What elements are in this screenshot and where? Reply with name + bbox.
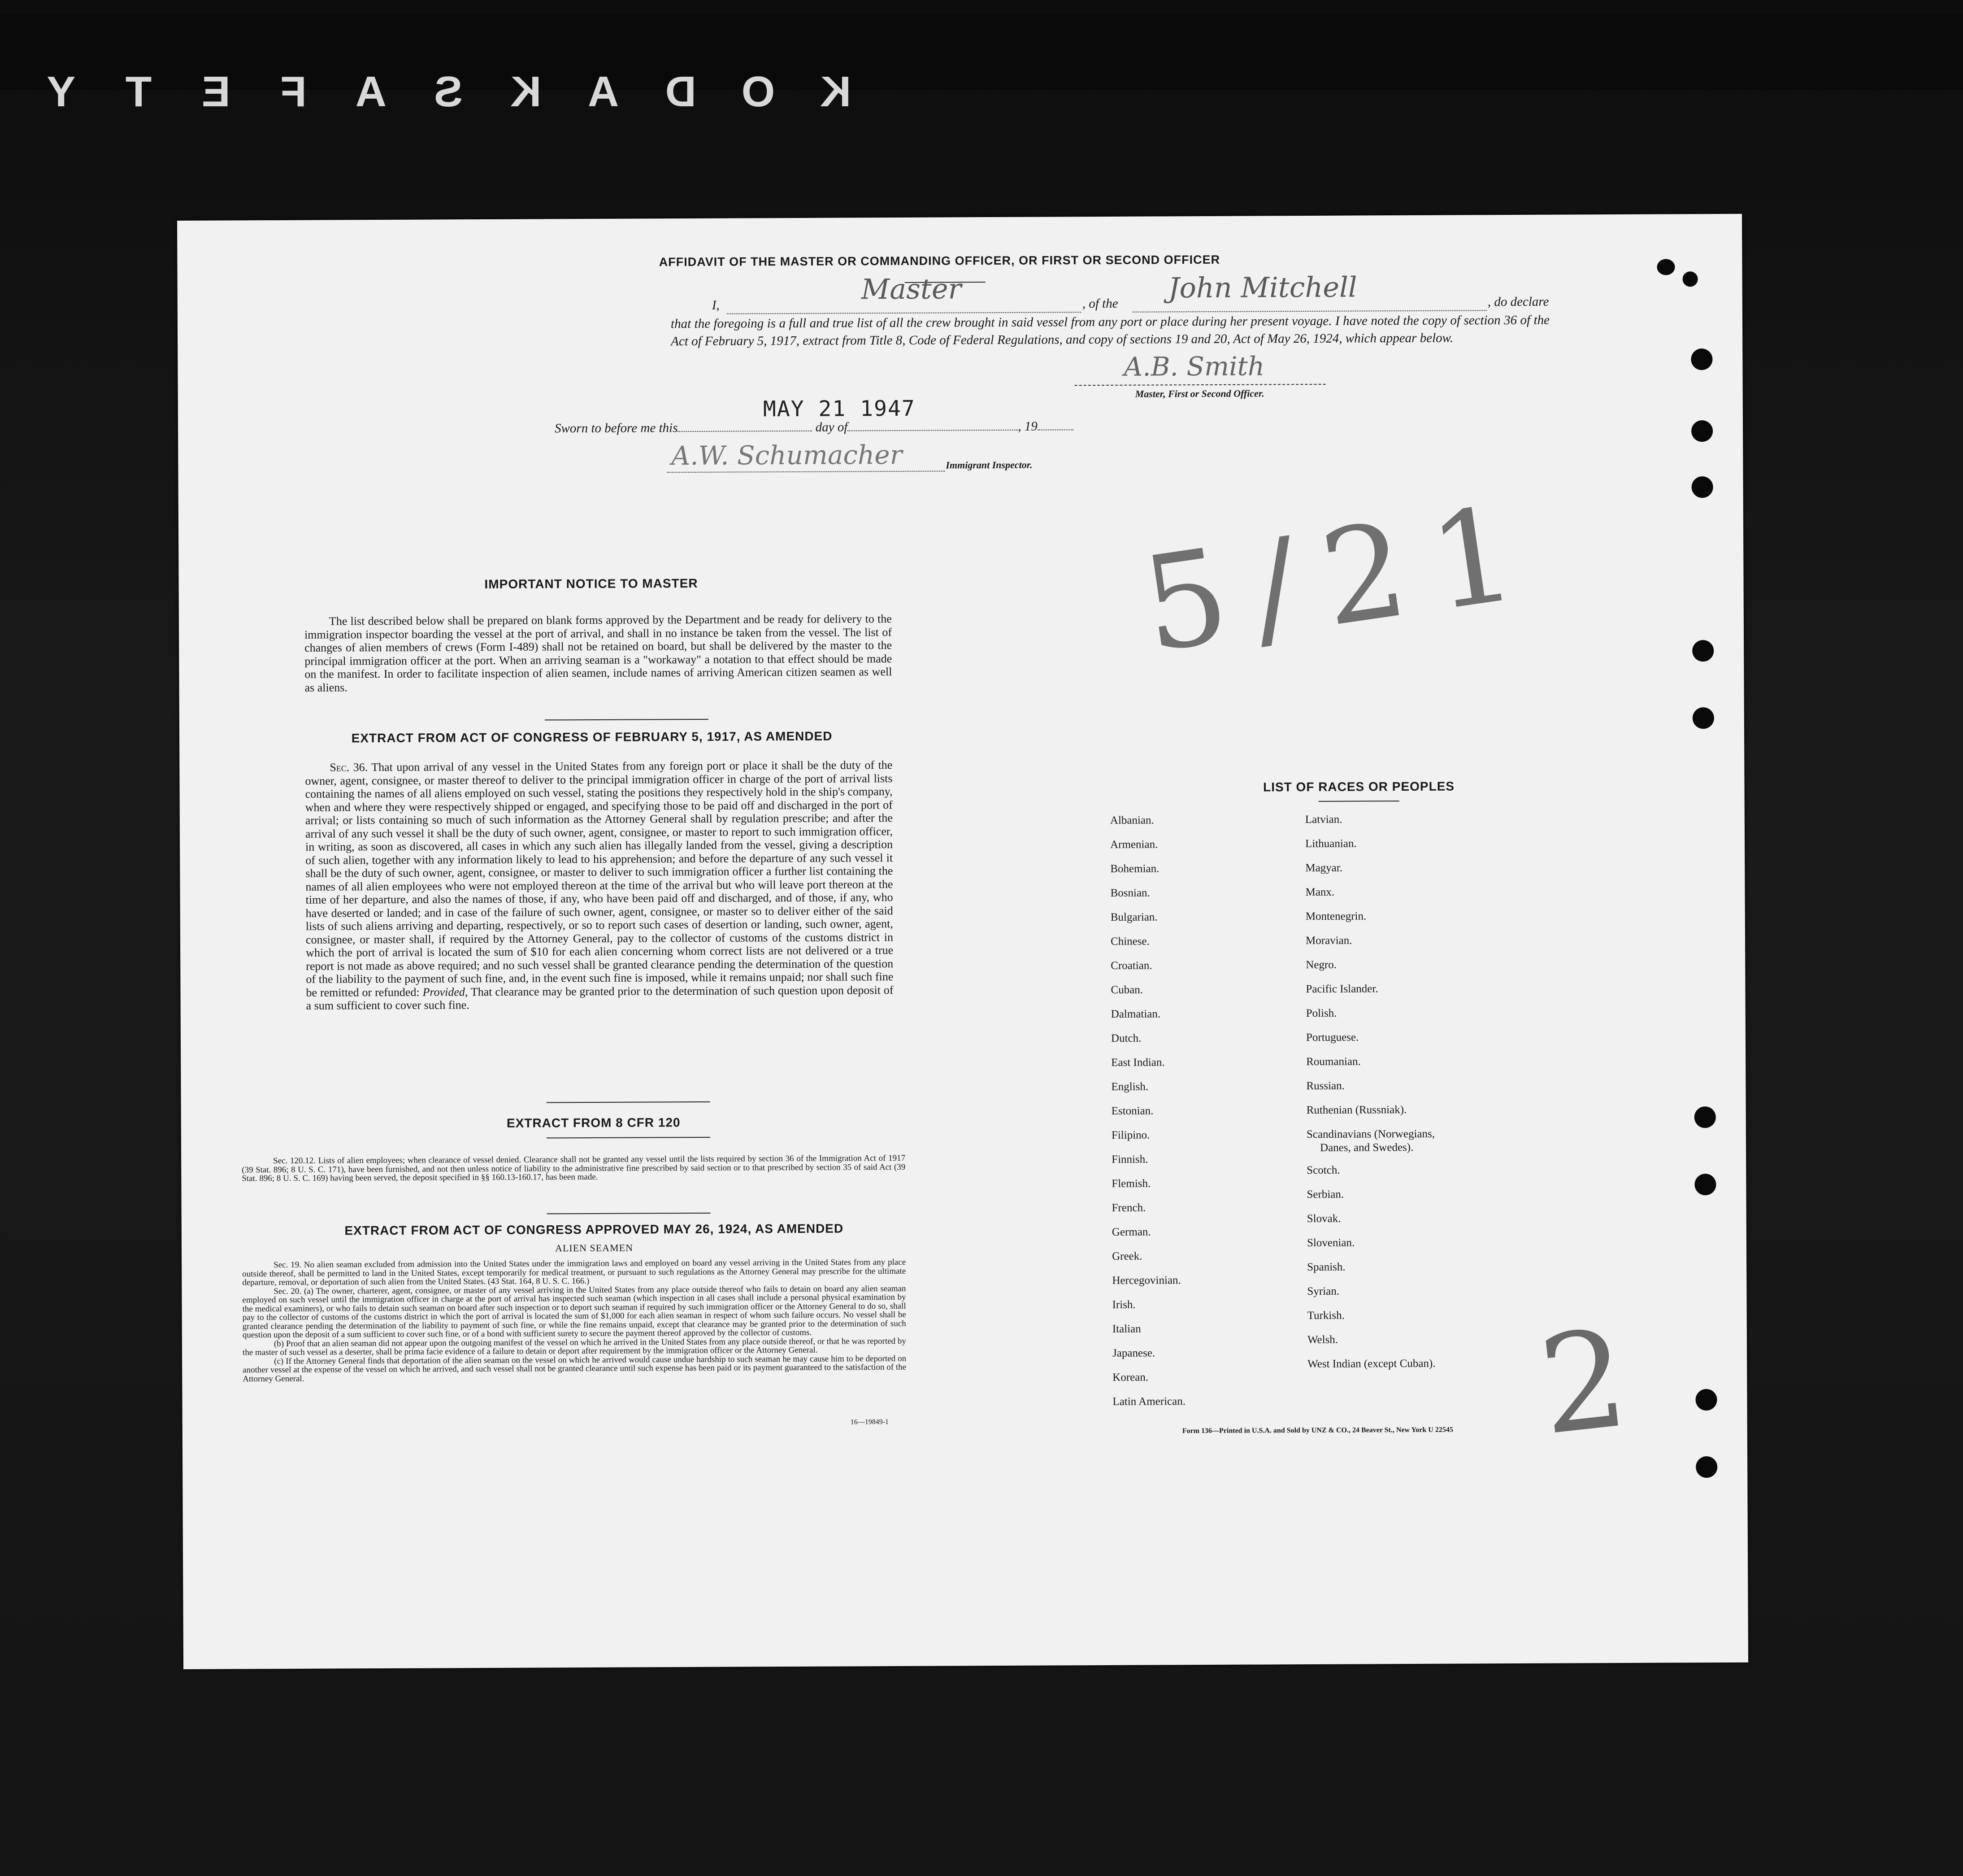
punch-hole xyxy=(1692,476,1713,498)
extract-1924-text xyxy=(242,1258,906,1383)
notice-title: IMPORTANT NOTICE TO MASTER xyxy=(484,576,698,592)
races-left-column xyxy=(1110,808,1186,1414)
sworn-label: Sworn to before me this xyxy=(554,421,678,436)
sec-36-body: That upon arrival of any vessel in the United States from any foreign port or place it shall be the duty of the owner, agent, consignee, or master thereof to deliver to the principal immigration officer in charge of the port of arrival lists containing the names of all aliens employed on such vessel, stating the positions they respectively hold in the ship's company, when and where they were respectively shipped or engaged, and specifying those to be paid off and discharged in the port of arrival; or lists containing so much of such information as the Attorney General shall by regulation prescribe; and after the arrival of any such vessel it shall be the duty of such owner, agent, consignee, or master to report to such immigration officer, in writing, as soon as discovered, all cases in which any such alien has illegally landed from the vessel, giving a description of such alien, together with any information likely to lead to his apprehension; and before the departure of any such vessel it shall be the duty of such owner, agent, consignee, or master to deliver to such immigration officer a further list containing the names of all alien employees who were not employed thereon at the time of the arrival but who will leave port thereon at the time of her departure, and also the names of those, if any, who have been paid off and discharged, and of those, if any, who have deserted or landed; and in case of the failure of such owner, agent, consignee, or master so to deliver either of the said lists of such aliens arriving and departing, respectively, or so to report such cases of desertion or landing, such owner, agent, consignee, or master shall, if required by the Attorney General, pay to the collector of customs of the customs district in which the port of arrival is located the sum of $10 for each alien concerning whom correct lists are not delivered or a true report is not made as above required; and no such vessel shall be granted clearance pending the determination of the question of the liability to the payment of such fine, and, in the event such fine is imposed, while it remains unpaid; nor shall such fine be remitted or refunded: xyxy=(305,758,894,999)
race-item: Scotch. xyxy=(1307,1164,1340,1177)
of-the-label: , of the xyxy=(1082,296,1118,311)
race-item: Finnish. xyxy=(1112,1153,1148,1166)
punch-hole xyxy=(1691,420,1713,442)
punch-hole xyxy=(1696,1456,1717,1478)
month-field xyxy=(847,419,1018,431)
vessel-field xyxy=(1133,270,1487,312)
i-label: I, xyxy=(712,298,720,313)
form-footer: Form 136—Printed in U.S.A. and Sold by UNZ & CO., 24 Beaver St., New York U 22545 xyxy=(1182,1426,1453,1435)
film-letter: O xyxy=(732,68,775,116)
race-item: Hercegovinian. xyxy=(1112,1274,1181,1287)
handwritten-number-note: 2 xyxy=(1532,1300,1635,1465)
master-signature: A.B. Smith xyxy=(1124,351,1265,382)
divider xyxy=(547,1101,710,1103)
race-item: Montenegrin. xyxy=(1305,910,1367,923)
affidavit-declaration xyxy=(670,270,1550,351)
master-signature-field xyxy=(1074,353,1325,386)
race-item: Dalmatian. xyxy=(1111,1008,1161,1020)
film-letter: D xyxy=(656,68,696,116)
extract-cfr-text: Sec. 120.12. Lists of alien employees; when clearance of vessel denied. Clearance shall not be granted any vessel until the lists required by section 36 of the Immigration Act of 1917 (39 Stat. 896; 8 U. S. C. 171), have been furnished, and not then unless notice of liability to the administrative fine prescribed by said section or to that prescribed by section 35 of said Act (39 Stat. 896; 8 U. S. C. 169) having been served, the deposit specified in §§ 160.13-160.17, has been made. xyxy=(242,1153,906,1184)
divider xyxy=(1319,801,1399,802)
declaration-line xyxy=(671,270,1550,316)
race-item: Latvian. xyxy=(1305,813,1342,826)
film-letter: K xyxy=(501,68,542,116)
master-handwriting: Master xyxy=(861,272,962,306)
sec-20a-text: Sec. 20. (a) The owner, charterer, agent, consignee, or master of any vessel arriving in the United States from any place outside thereof who fails to detain on board any alien seaman employed on such vessel until the immigration officer in charge at the port of arrival has inspected such seaman (which inspection in all cases shall include a personal physical examination by the medical examiners), or who fails to detain such seaman on board after such inspection or to deport such seaman if required by such immigration officer or the Attorney General to do so, shall pay to the collector of customs of the customs district in which the port of arrival is located the sum of $1,000 for each alien seaman in respect of whom such failure occurs. No vessel shall be granted clearance pending the determination of the liability to payment of such fine, or while the fine remains unpaid, except that clearance may be granted prior to the determination of such question upon the deposit of a sum sufficient to cover such fine, or of a bond with sufficient surety to secure the payment thereof approved by the collector of customs. xyxy=(242,1284,906,1340)
race-item: French. xyxy=(1112,1201,1146,1214)
punch-hole xyxy=(1695,1389,1717,1410)
race-item: Ruthenian (Russniak). xyxy=(1306,1104,1407,1117)
year-prefix: , 19 xyxy=(1018,419,1038,434)
races-right-column xyxy=(1305,807,1436,1376)
film-letter: A xyxy=(346,68,387,116)
race-item: Dutch. xyxy=(1111,1032,1142,1045)
race-item: East Indian. xyxy=(1111,1056,1165,1069)
day-of-label: day of xyxy=(815,420,848,435)
punch-hole xyxy=(1692,640,1714,662)
signature-caption: Master, First or Second Officer. xyxy=(1135,387,1264,400)
extract-1917-title: EXTRACT FROM ACT OF CONGRESS OF FEBRUARY 5, 1917, AS AMENDED xyxy=(351,729,833,745)
race-item: Chinese. xyxy=(1110,935,1150,948)
film-letter: A xyxy=(578,68,619,116)
race-item: West Indian (except Cuban). xyxy=(1307,1357,1436,1371)
race-item: Russian. xyxy=(1306,1079,1345,1093)
race-item: Irish. xyxy=(1112,1298,1136,1311)
film-edge-strip xyxy=(0,13,1963,116)
film-letter: K xyxy=(811,68,851,116)
race-item: Greek. xyxy=(1112,1250,1142,1262)
inspector-signature-field xyxy=(667,439,945,473)
notice-text: The list described below shall be prepared on blank forms approved by the Department and be ready for delivery to the immigration inspector boarding the vessel at the port of arrival, and shall in no instance be taken from the vessel. The list of changes of alien members of crews (Form I-489) shall not be retained on board, but shall be delivered by the master to the principal immigration officer at the port. When an arriving seaman is a "workaway" a notation to that effect should be made on the manifest. In order to facilitate inspection of alien seamen, include names of arriving American citizen seamen as well as aliens. xyxy=(304,612,892,694)
punch-hole xyxy=(1694,1106,1716,1128)
handwritten-date-note: 5/21 xyxy=(1134,474,1551,682)
race-item: English. xyxy=(1111,1080,1149,1093)
race-item: Japanese. xyxy=(1112,1347,1155,1359)
race-item: Bulgarian. xyxy=(1110,911,1158,923)
race-item: Moravian. xyxy=(1305,934,1352,947)
race-item: Lithuanian. xyxy=(1305,837,1357,850)
film-letter: E xyxy=(192,68,230,116)
race-item: Pacific Islander. xyxy=(1306,983,1378,996)
film-edge-text xyxy=(18,67,870,117)
film-letter: F xyxy=(271,68,307,116)
sec-20b-text: (b) Proof that an alien seaman did not appear upon the outgoing manifest of the vessel on which he arrived in the United States from any place outside thereof, or that he was reported by the master of such vessel as a deserter, shall be prima facie evidence of a failure to detain or deport after requirement by the immigration officer or the Attorney General. xyxy=(242,1336,906,1358)
race-item: Slovak. xyxy=(1307,1212,1341,1225)
inspector-signature: A.W. Schumacher xyxy=(671,439,903,471)
race-item: Croatian. xyxy=(1111,959,1152,972)
race-item: Cuban. xyxy=(1111,984,1143,996)
do-declare-label: , do declare xyxy=(1487,294,1549,309)
sec-20c-text: (c) If the Attorney General finds that deportation of the alien seaman on the vessel on which he arrived would cause undue hardship to such seaman he may cause him to be deported on another vessel at the expense of the vessel on which he arrived, and such vessel shall not be granted clearance until such expense has been paid or its payment guaranteed to the satisfaction of the Attorney General. xyxy=(243,1354,907,1384)
master-field xyxy=(727,272,1081,314)
document-page xyxy=(177,214,1748,1669)
inspector-caption: Immigrant Inspector. xyxy=(946,459,1033,471)
day-field xyxy=(677,420,812,432)
punch-hole xyxy=(1693,707,1714,729)
date-stamp: MAY 21 1947 xyxy=(763,396,916,422)
film-letter: S xyxy=(425,68,463,116)
declaration-text: that the foregoing is a full and true list of all the crew brought in said vessel from any port or place during her present voyage. I have noted the copy of section 36 of the Act of February 5, 1917, extract from Title 8, Code of Federal Regulations, and copy of sections 19 and 20, Act of May 26, 1924, which appear below. xyxy=(670,313,1550,349)
race-item: Manx. xyxy=(1305,886,1335,899)
race-item: Albanian. xyxy=(1110,814,1154,827)
divider xyxy=(545,719,708,721)
race-item: Portuguese. xyxy=(1306,1031,1359,1044)
divider xyxy=(547,1137,710,1139)
sworn-line xyxy=(555,418,1120,436)
extract-cfr-title: EXTRACT FROM 8 CFR 120 xyxy=(506,1115,681,1130)
race-item: Italian xyxy=(1112,1323,1141,1335)
proviso-label: Provided, xyxy=(422,985,468,999)
vessel-handwriting: John Mitchell xyxy=(1168,270,1357,305)
race-item: Slovenian. xyxy=(1307,1236,1355,1249)
punch-hole xyxy=(1657,259,1675,275)
punch-hole xyxy=(1694,1174,1716,1195)
race-item: Syrian. xyxy=(1307,1285,1340,1298)
race-item-continued: Danes, and Swedes). xyxy=(1320,1141,1414,1154)
race-item: Serbian. xyxy=(1307,1188,1344,1201)
race-item: Polish. xyxy=(1306,1007,1337,1020)
year-field xyxy=(1038,418,1073,430)
proviso-text: That clearance may be granted prior to the determination of such question upon deposit of a sum sufficient to cover such fine. xyxy=(306,983,894,1012)
race-item: Negro. xyxy=(1306,958,1337,971)
extract-1917-text xyxy=(305,758,893,1012)
divider xyxy=(547,1213,711,1214)
race-item: Latin American. xyxy=(1112,1395,1186,1408)
race-item: Roumanian. xyxy=(1306,1055,1361,1068)
race-item: Turkish. xyxy=(1307,1309,1345,1322)
race-item: Armenian. xyxy=(1110,838,1158,851)
race-item: Spanish. xyxy=(1307,1261,1346,1274)
race-item: Flemish. xyxy=(1112,1177,1151,1190)
extract-1924-title: EXTRACT FROM ACT OF CONGRESS APPROVED MAY 26, 1924, AS AMENDED xyxy=(344,1221,844,1238)
print-code: 16—19849-1 xyxy=(850,1418,889,1426)
race-item: Filipino. xyxy=(1111,1129,1150,1141)
race-item: Estonian. xyxy=(1111,1105,1154,1117)
punch-hole xyxy=(1691,348,1712,370)
race-item: Welsh. xyxy=(1307,1333,1338,1346)
sec-19-text: Sec. 19. No alien seaman excluded from admission into the United States under the immigration laws and employed on board any vessel arriving in the United States from any place outside thereof, shall be permitted to land in the United States, except temporarily for medical treatment, or pursuant to such regulations as the Attorney General may prescribe for the ultimate departure, removal, or deportation of such alien from the United States. (43 Stat. 164, 8 U. S. C. 166.) xyxy=(242,1257,906,1288)
race-item: German. xyxy=(1112,1226,1151,1238)
affidavit-title: AFFIDAVIT OF THE MASTER OR COMMANDING OFFICER, OR FIRST OR SECOND OFFICER xyxy=(659,252,1220,269)
film-letter: Y xyxy=(38,68,76,116)
sec-36-label: Sec. 36. xyxy=(330,761,368,774)
race-item: Scandinavians (Norwegians, xyxy=(1306,1127,1435,1141)
race-item: Magyar. xyxy=(1305,862,1343,875)
race-item: Korean. xyxy=(1112,1371,1149,1384)
film-letter: T xyxy=(116,68,152,116)
races-title: LIST OF RACES OR PEOPLES xyxy=(1263,779,1455,794)
extract-1924-subtitle: ALIEN SEAMEN xyxy=(555,1242,634,1254)
race-item: Bosnian. xyxy=(1110,887,1150,899)
punch-hole xyxy=(1683,271,1698,287)
race-item: Bohemian. xyxy=(1110,862,1160,875)
